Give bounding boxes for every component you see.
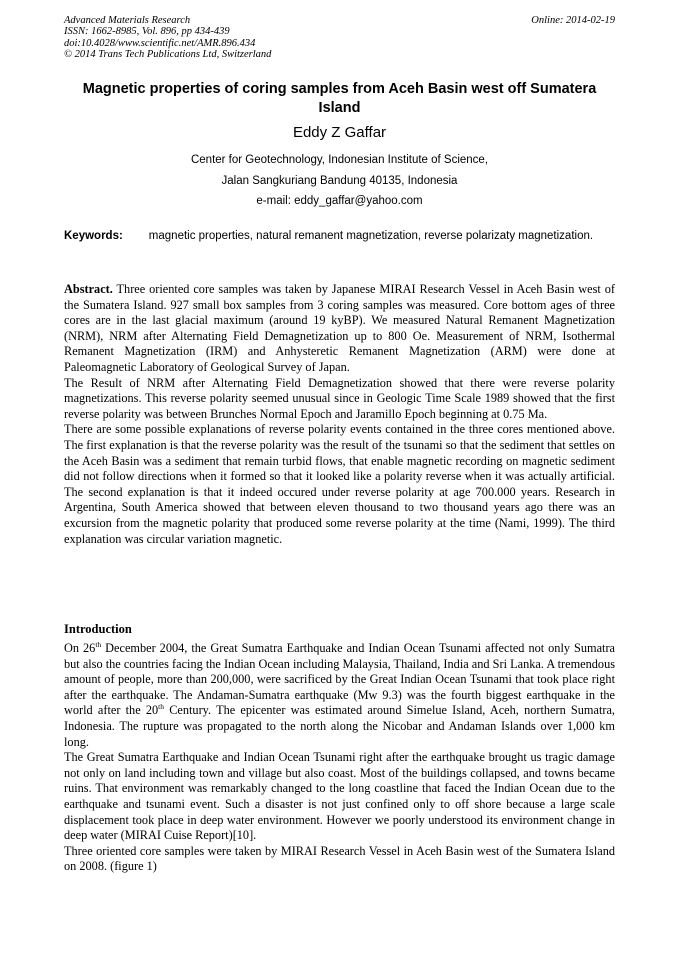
- journal-header: [64, 15, 615, 60]
- intro-text-a: On 26: [64, 641, 96, 655]
- author-email: e-mail: eddy_gaffar@yahoo.com: [256, 195, 423, 207]
- paper-title: Magnetic properties of coring samples from Aceh Basin west off Sumatera Island: [82, 81, 597, 116]
- intro-superscript-2: th: [158, 702, 164, 712]
- affiliation-line-2: Jalan Sangkuriang Bandung 40135, Indonesia: [221, 174, 458, 187]
- keywords-label: Keywords:: [64, 230, 123, 242]
- abstract-text-1: Three oriented core samples was taken by Japanese MIRAI Research Vessel in Aceh Basin west of the Sumatera Island. 927 small box samples from 3 coring samples was measured. Core bottom ages of three cores are in the last glacial maximum (around 19 kyBP). We measured Natural Remanent Magnetization (NRM), NRM after Alternating Field Demagnetization up to 800 Oe. Measurement of NRM, Isothermal Remanent Magnetization (IRM) and Anhysteretic Remanent Magnetization (ARM) were done at Paleomagnetic Laboratory of Geological Survey of Japan.: [64, 282, 615, 374]
- issn-line: ISSN: 1662-8985, Vol. 896, pp 434-439: [64, 26, 230, 38]
- keywords: [64, 229, 615, 245]
- abstract: [64, 282, 615, 547]
- copyright-line: © 2014 Trans Tech Publications Ltd, Switzerland: [64, 48, 272, 60]
- introduction-heading: Introduction: [64, 622, 132, 636]
- intro-text-c: Century. The epicenter was estimated around Simelue Island, Aceh, northern Sumatra, Indonesia. The rupture was propagated to the north along the Nicobar and Andaman Islands over 1,000 km long.: [64, 703, 615, 749]
- online-date: Online: 2014-02-19: [531, 15, 615, 26]
- abstract-label: Abstract.: [64, 282, 113, 296]
- intro-superscript-1: th: [95, 639, 102, 649]
- introduction-paragraph-3: Three oriented core samples were taken by MIRAI Research Vessel in Aceh Basin west of the Sumatera Island on 2008. (figure 1): [64, 843, 615, 874]
- journal-name: Advanced Materials Research: [64, 15, 191, 26]
- author-name: Eddy Z Gaffar: [292, 124, 387, 141]
- introduction: [64, 641, 615, 875]
- abstract-paragraph-2: The Result of NRM after Alternating Field Demagnetization showed that there were reverse polarity magnetizations. This reverse polarity seemed unusual since in Geologic Time Scale 1989 showed that the first reverse polarity was between Brunches Normal Epoch and Jaramillo Epoch beginning at 0.75 Ma.: [64, 375, 615, 421]
- introduction-paragraph-2: The Great Sumatra Earthquake and Indian Ocean Tsunami right after the earthquake brought us tragic damage not only on land including town and village but also coast. Most of the buildings collapsed, and towns became ruins. That environment was remarkably changed to the long coastline that faced the Indian Ocean due to the earthquake and tsunami event. Such a disaster is not just confined only to off shore because a large scale displacement took place in deep water environment. However we poorly understood its environment change in deep water (MIRAI Cuise Report)[10].: [64, 750, 615, 843]
- abstract-paragraph-3: There are some possible explanations of reverse polarity events contained in the three cores mentioned above. The first explanation is that the reverse polarity was the result of the tsunami so that the sediment that settles on the Aceh Basin was a sediment that remain turbid flows, that enable magnetic recording on magnetic sediment did not follow directions when it formed so that it looked like a polarity reverse when it was actually artificial. The second explanation is that it indeed occured under reverse polarity at age 700.000 years. Research in Argentina, South America showed that between eleven thousand to two thousand years ago there was an excursion from the magnetic polarity that produced some reverse polarity at the time (Nami, 1999). The third explanation was circular variation magnetic.: [64, 422, 615, 546]
- affiliation-line-1: Center for Geotechnology, Indonesian Institute of Science,: [190, 154, 489, 166]
- abstract-paragraph-1: [64, 282, 615, 376]
- keywords-text: magnetic properties, natural remanent magnetization, reverse polarizaty magnetization.: [148, 230, 594, 242]
- introduction-paragraph-1: [64, 641, 615, 750]
- affiliation-block: [64, 150, 615, 212]
- intro-text-b: December 2004, the Great Sumatra Earthquake and Indian Ocean Tsunami affected not only Sumatra but also the countries facing the Indian Ocean including Malaysia, Thailand, India and Sri Lanka. A tremendous amount of people, more than 200,000, were sacrificed by the Great Indian Ocean Tsunami that took place right after the earthquake. The Andaman-Sumatra earthquake (Mw 9.3) was the fourth biggest earthquake in the world after the 20: [64, 641, 615, 718]
- doi-line: doi:10.4028/www.scientific.net/AMR.896.434: [64, 37, 256, 49]
